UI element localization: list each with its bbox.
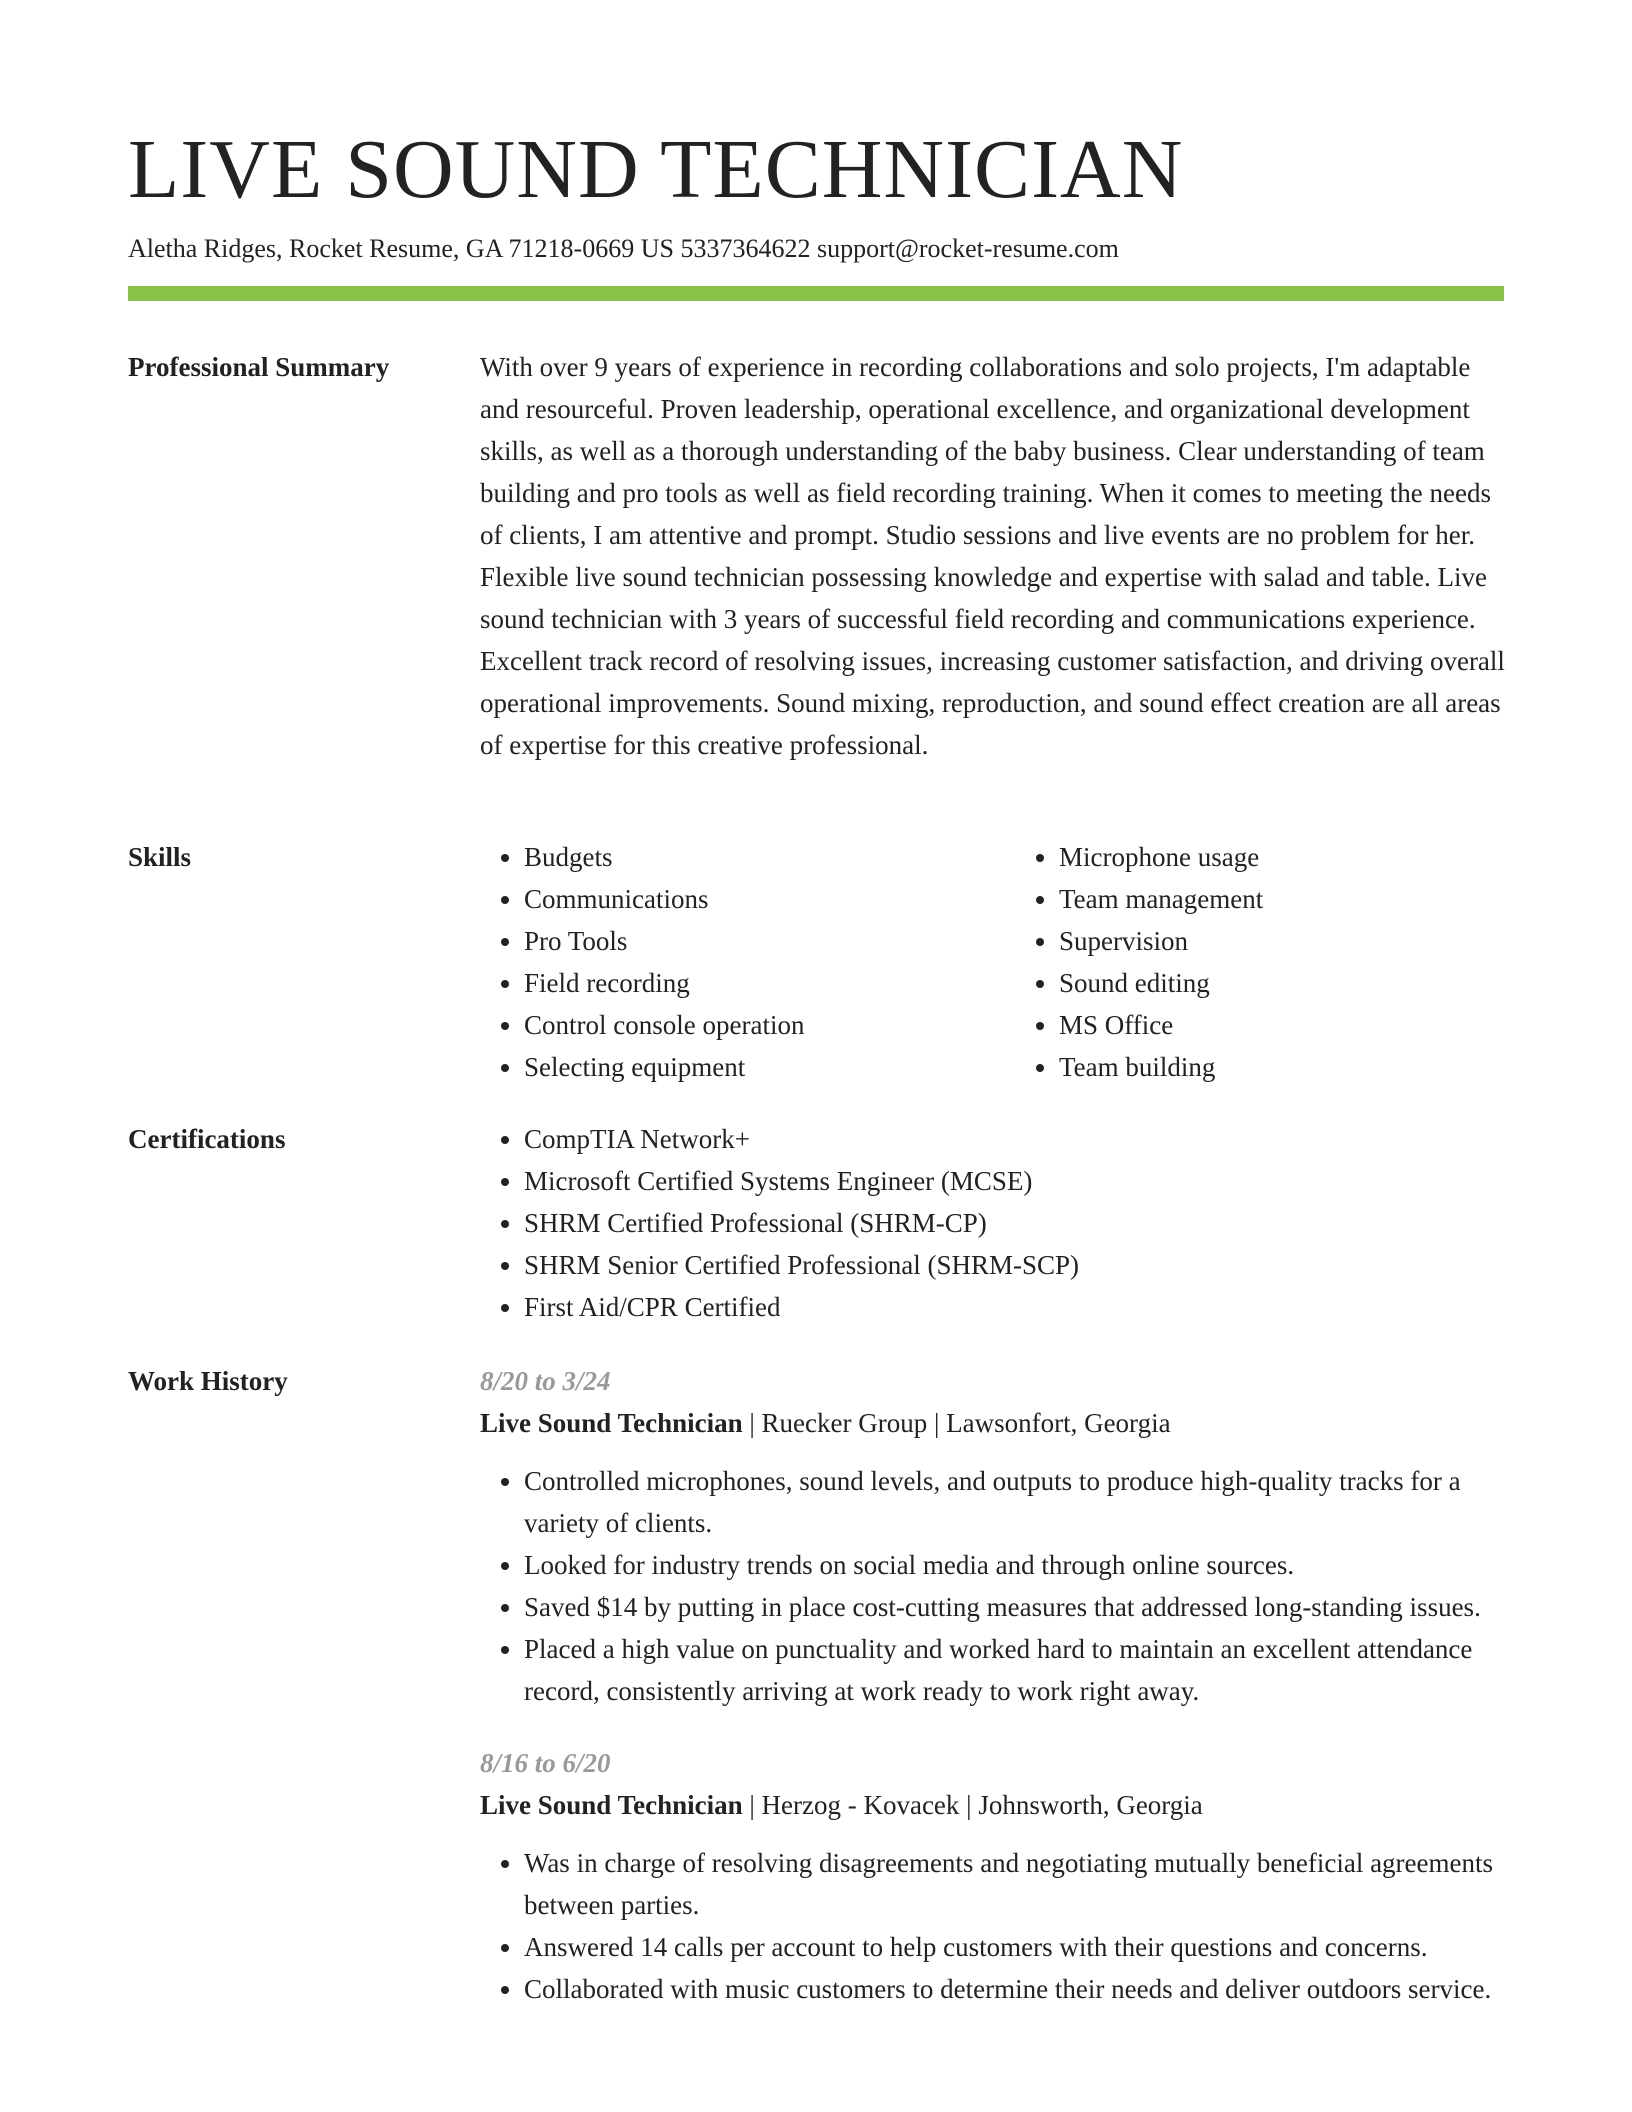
job-role: Live Sound Technician (480, 1790, 743, 1820)
skills-list-right (1015, 836, 1506, 1088)
skill-item: • Budgets (524, 836, 971, 878)
job-bullet: • Looked for industry trends on social media and through online sources. (524, 1544, 1506, 1586)
job-title-line (480, 1402, 1506, 1444)
job-bullet: • Was in charge of resolving disagreements and negotiating mutually beneficial agreements between parties. (524, 1842, 1506, 1926)
skill-item: • Microphone usage (1059, 836, 1506, 878)
skills-list-left (480, 836, 971, 1088)
skills-body (480, 836, 1506, 1088)
summary-body (480, 346, 1506, 766)
skill-item: • Selecting equipment (524, 1046, 971, 1088)
contact-line: Aletha Ridges, Rocket Resume, GA 71218-0669 US 5337364622 support@rocket-resume.com (128, 234, 1119, 263)
job-entry (480, 1742, 1506, 2010)
job-bullet: • Saved $14 by putting in place cost-cutting measures that addressed long-standing issues. (524, 1586, 1506, 1628)
certification-item: • SHRM Senior Certified Professional (SHRM-SCP) (524, 1244, 1506, 1286)
certification-item: • SHRM Certified Professional (SHRM-CP) (524, 1202, 1506, 1244)
skill-item: • Team building (1059, 1046, 1506, 1088)
job-details: | Herzog - Kovacek | Johnsworth, Georgia (742, 1790, 1203, 1820)
job-title-line (480, 1784, 1506, 1826)
job-bullet: • Controlled microphones, sound levels, and outputs to produce high-quality tracks for a variety of clients. (524, 1460, 1506, 1544)
job-bullet: • Collaborated with music customers to determine their needs and deliver outdoors service. (524, 1968, 1506, 2010)
skill-item: • Team management (1059, 878, 1506, 920)
job-entry (480, 1360, 1506, 1712)
job-dates: 8/20 to 3/24 (480, 1366, 611, 1396)
certifications-body (480, 1118, 1506, 1328)
certification-item: • First Aid/CPR Certified (524, 1286, 1506, 1328)
skill-item: • Control console operation (524, 1004, 971, 1046)
skill-item: • Supervision (1059, 920, 1506, 962)
skill-item: • Pro Tools (524, 920, 971, 962)
certification-item: • CompTIA Network+ (524, 1118, 1506, 1160)
certification-item: • Microsoft Certified Systems Engineer (MCSE) (524, 1160, 1506, 1202)
job-bullets (480, 1842, 1506, 2010)
certifications-heading: Certifications (128, 1124, 286, 1154)
job-dates: 8/16 to 6/20 (480, 1748, 611, 1778)
resume-title: LIVE SOUND TECHNICIAN (128, 123, 1184, 216)
summary-heading: Professional Summary (128, 352, 390, 382)
job-bullets (480, 1460, 1506, 1712)
job-bullet: • Placed a high value on punctuality and worked hard to maintain an excellent attendance record, consistently arriving at work ready to work right away. (524, 1628, 1506, 1712)
work-history-heading: Work History (128, 1366, 288, 1396)
work-history-body (480, 1360, 1506, 2010)
skill-item: • Sound editing (1059, 962, 1506, 1004)
header-divider (128, 286, 1504, 301)
skill-item: • MS Office (1059, 1004, 1506, 1046)
skill-item: • Field recording (524, 962, 971, 1004)
summary-text: With over 9 years of experience in recording collaborations and solo projects, I'm adaptable and resourceful. Proven leadership, operational excellence, and organizational development skills, as well as a thorough understanding of the baby business. Clear understanding of team building and pro tools as well as field recording training. When it comes to meeting the needs of clients, I am attentive and prompt. Studio sessions and live events are no problem for her. Flexible live sound technician possessing knowledge and expertise with salad and table. Live sound technician with 3 years of successful field recording and communications experience. Excellent track record of resolving issues, increasing customer satisfaction, and driving overall operational improvements. Sound mixing, reproduction, and sound effect creation are all areas of expertise for this creative professional. (480, 352, 1505, 760)
skill-item: • Communications (524, 878, 971, 920)
job-role: Live Sound Technician (480, 1408, 743, 1438)
skills-heading: Skills (128, 842, 192, 872)
job-bullet: • Answered 14 calls per account to help customers with their questions and concerns. (524, 1926, 1506, 1968)
certifications-list (480, 1118, 1506, 1328)
job-details: | Ruecker Group | Lawsonfort, Georgia (742, 1408, 1171, 1438)
